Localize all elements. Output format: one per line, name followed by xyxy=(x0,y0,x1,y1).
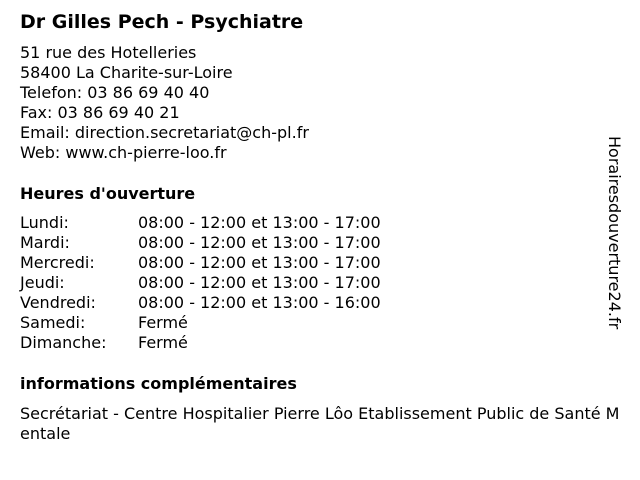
hours-time: Fermé xyxy=(138,313,188,332)
hours-time: 08:00 - 12:00 et 13:00 - 17:00 xyxy=(138,233,381,252)
fax-number: Fax: 03 86 69 40 21 xyxy=(20,103,180,122)
hours-day: Dimanche: xyxy=(20,333,107,352)
hours-row-sunday xyxy=(20,333,381,353)
address-city: 58400 La Charite-sur-Loire xyxy=(20,63,233,82)
hours-row-wednesday xyxy=(20,253,381,273)
hours-day: Mardi: xyxy=(20,233,70,252)
contact-block xyxy=(20,43,309,163)
hours-time: 08:00 - 12:00 et 13:00 - 17:00 xyxy=(138,273,381,292)
hours-day: Mercredi: xyxy=(20,253,95,272)
page-title: Dr Gilles Pech - Psychiatre xyxy=(20,11,304,33)
hours-row-saturday xyxy=(20,313,381,333)
hours-day: Samedi: xyxy=(20,313,86,332)
website-address: Web: www.ch-pierre-loo.fr xyxy=(20,143,227,162)
info-text: Secrétariat - Centre Hospitalier Pierre Lôo Etablissement Public de Santé Mentale xyxy=(20,404,620,443)
hours-row-monday xyxy=(20,213,381,233)
hours-time: Fermé xyxy=(138,333,188,352)
address-street: 51 rue des Hotelleries xyxy=(20,43,197,62)
hours-row-friday xyxy=(20,293,381,313)
hours-day: Lundi: xyxy=(20,213,69,232)
hours-time: 08:00 - 12:00 et 13:00 - 16:00 xyxy=(138,293,381,312)
hours-day: Jeudi: xyxy=(20,273,65,292)
hours-time: 08:00 - 12:00 et 13:00 - 17:00 xyxy=(138,213,381,232)
hours-table xyxy=(20,213,381,353)
email-address: Email: direction.secretariat@ch-pl.fr xyxy=(20,123,309,142)
hours-row-thursday xyxy=(20,273,381,293)
hours-time: 08:00 - 12:00 et 13:00 - 17:00 xyxy=(138,253,381,272)
hours-row-tuesday xyxy=(20,233,381,253)
phone-number: Telefon: 03 86 69 40 40 xyxy=(20,83,210,102)
site-watermark: Horairesdouverture24.fr xyxy=(605,136,624,330)
info-heading: informations complémentaires xyxy=(20,374,297,393)
hours-heading: Heures d'ouverture xyxy=(20,184,196,203)
hours-day: Vendredi: xyxy=(20,293,96,312)
